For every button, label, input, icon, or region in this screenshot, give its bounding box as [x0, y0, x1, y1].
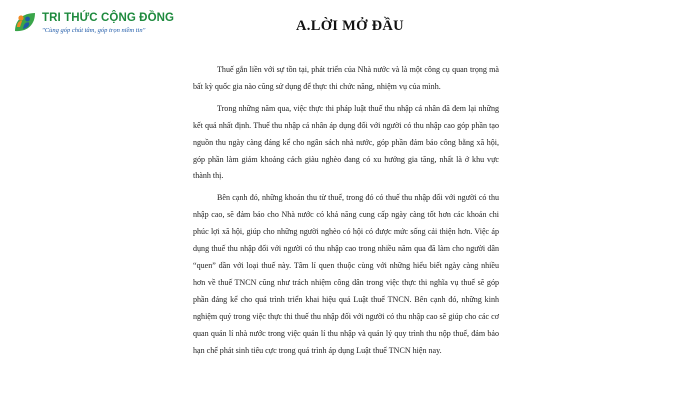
logo-slogan: "Cùng góp chút tâm, góp trọn niềm tin": [42, 27, 146, 34]
paragraph-2: Trong những năm qua, việc thực thi pháp luật thuế thu nhập cá nhân đã đem lại những kết quả nhất định. Thuế thu nhập cá nhân áp dụng đối với người có thu nhập cao góp phần tạo nguồn thu ngày càng đáng kể cho ngân sách nhà nước, góp phần đảm bảo công bằng xã hội, góp phần làm giảm khoảng cách giàu nghèo đang có xu hướng gia tăng, nhất là ở khu vực thành thị.: [193, 103, 499, 181]
logo-name: TRI THỨC CỘNG ĐỒNG: [42, 12, 175, 24]
document-body: [193, 62, 499, 364]
paragraph-3: Bên cạnh đó, những khoản thu từ thuế, trong đó có thuế thu nhập đối với người có thu nhập cao, sẽ đảm bảo cho Nhà nước có khả năng cung cấp ngày càng tốt hơn các khoản chi phúc lợi xã hội, giúp cho những người nghèo có hội có được mức sống cải thiện hơn. Việc áp dụng thuế thu nhập đối với người có thu nhập cao trong nhiều năm qua đã làm cho người dân “quen” dần với loại thuế này. Tâm lí quen thuộc cùng với những hiểu biết ngày càng nhiều hơn về thuế TNCN cũng như trách nhiệm công dân trong việc thực thi nghĩa vụ thuế sẽ góp phần đáng kể cho quá trình triển khai hiệu quả Luật thuế TNCN. Bên cạnh đó, những kinh nghiệm quý trong việc thực thi thuế thu nhập đối với người có thu nhập cao sẽ giúp cho các cơ quan quản lí nhà nước trong việc quản lí thu nhập và quản lý quy trình thu nộp thuế, đảm bảo hạn chế phát sinh tiêu cực trong quá trình áp dụng Luật thuế TNCN hiện nay.: [193, 193, 499, 355]
paragraph-1: Thuế gắn liền với sự tồn tại, phát triển của Nhà nước và là một công cụ quan trọng mà bất kỳ quốc gia nào cũng sử dụng để thực thi chức năng, nhiệm vụ của mình.: [193, 65, 499, 91]
page-title: A.LỜI MỞ ĐẦU: [296, 18, 404, 34]
